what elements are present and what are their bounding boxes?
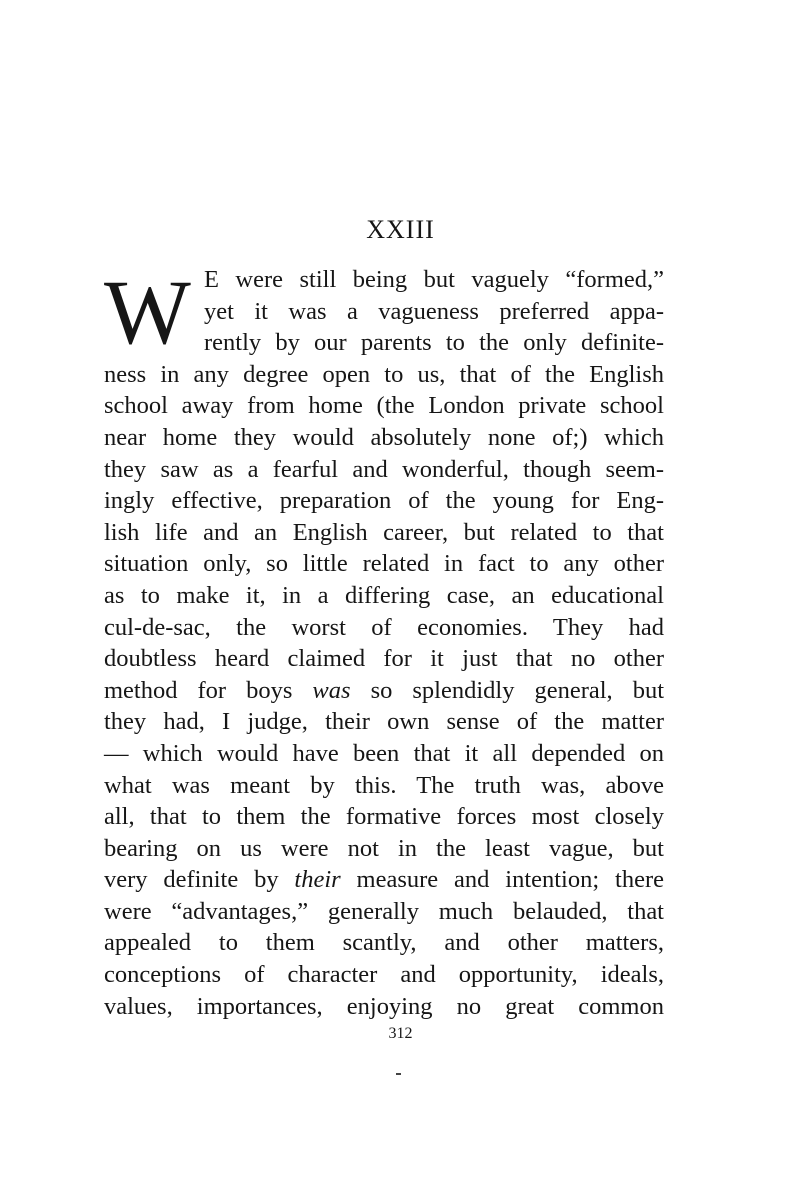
text-line: near home they would absolutely none of;) which xyxy=(104,423,664,451)
text-line: bearing on us were not in the least vague, but xyxy=(104,834,664,862)
text-line xyxy=(104,864,664,896)
text-segment: method for boys xyxy=(104,676,313,704)
text-line: cul-de-sac, the worst of economies. They had xyxy=(104,613,664,641)
text-line: appealed to them scantly, and other matters, xyxy=(104,929,664,957)
chapter-text xyxy=(104,261,665,1022)
text-line: situation only, so little related in fact to any other xyxy=(104,550,664,578)
text-segment: very definite by xyxy=(104,866,295,894)
text-line: were “advantages,” generally much belauded, that xyxy=(104,897,664,925)
text-line: what was meant by this. The truth was, above xyxy=(104,771,664,799)
text-line xyxy=(104,675,664,707)
text-line: yet it was a vagueness preferred appa- xyxy=(204,297,664,325)
drop-cap: W xyxy=(104,261,191,363)
text-line: they saw as a fearful and wonderful, though seem- xyxy=(104,455,664,483)
text-line: lish life and an English career, but related to that xyxy=(104,518,664,546)
text-line: all, that to them the formative forces most closely xyxy=(104,803,664,831)
text-line: they had, I judge, their own sense of the matter xyxy=(104,708,664,736)
page-number: 312 xyxy=(388,1025,413,1042)
text-line: ingly effective, preparation of the young for Eng- xyxy=(104,487,664,515)
chapter-heading: XXIII xyxy=(366,215,435,244)
text-line: conceptions of character and opportunity, ideals, xyxy=(104,961,664,989)
text-line: school away from home (the London private school xyxy=(104,392,664,420)
emphasis-word: was xyxy=(312,676,351,704)
text-line: doubtless heard claimed for it just that no other xyxy=(104,645,664,673)
text-line: ness in any degree open to us, that of the English xyxy=(104,360,664,388)
text-line: E were still being but vaguely “formed,” xyxy=(204,266,664,293)
text-line: values, importances, enjoying no great common xyxy=(104,992,664,1020)
text-segment: so splendidly general, but xyxy=(350,676,665,704)
text-line: — which would have been that it all depended on xyxy=(104,739,664,767)
emphasis-word: their xyxy=(294,866,341,894)
text-line: rently by our parents to the only definite- xyxy=(204,329,664,357)
text-line: as to make it, in a differing case, an educational xyxy=(104,581,664,609)
text-segment: measure and intention; there xyxy=(340,866,664,894)
print-speck xyxy=(396,1073,401,1075)
